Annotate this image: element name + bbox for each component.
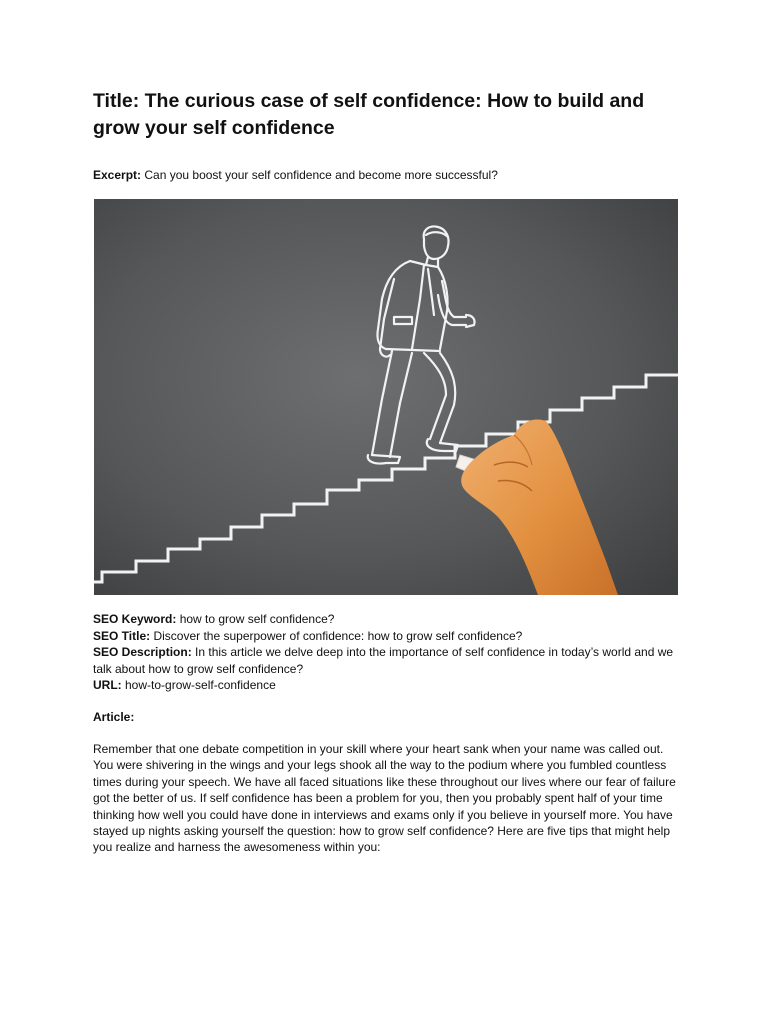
excerpt-text: Can you boost your self confidence and become more successful?	[141, 168, 498, 182]
seo-title-row	[93, 628, 683, 645]
article-label: Article:	[93, 710, 135, 724]
url-label: URL:	[93, 678, 122, 692]
seo-keyword-value: how to grow self confidence?	[176, 612, 335, 626]
seo-keyword-label: SEO Keyword:	[93, 612, 177, 626]
seo-meta	[93, 611, 683, 694]
seo-description-row	[93, 644, 683, 677]
article-body: Remember that one debate competition in your skill where your heart sank when your name was called out. You were shivering in the wings and your legs shook all the way to the podium where you fumbled countless times during your speech. We have all faced situations like these throughout our lives where our fear of failure got the better of us. If self confidence has been a problem for you, then you probably spent half of your time thinking how well you could have done in interviews and exams only if you believe in yourself more. You have stayed up nights asking yourself the question: how to grow self confidence? Here are five tips that might help you realize and harness the awesomeness within you:	[93, 742, 676, 855]
url-value: how-to-grow-self-confidence	[121, 678, 276, 692]
seo-keyword-row	[93, 611, 683, 628]
excerpt	[93, 167, 693, 183]
document-title: Title: The curious case of self confidence: How to build and grow your self confidence	[93, 90, 645, 139]
excerpt-label: Excerpt:	[93, 168, 142, 182]
url-row	[93, 677, 683, 694]
seo-title-label: SEO Title:	[93, 628, 151, 643]
seo-description-label: SEO Description:	[93, 645, 192, 659]
seo-description-value: In this article we delve deep into the importance of self confidence in today’s world and we talk about how to grow self confidence?	[93, 645, 674, 676]
seo-title-value: Discover the superpower of confidence: how to grow self confidence?	[150, 628, 523, 643]
hero-image-chalk-stairs	[94, 199, 678, 595]
